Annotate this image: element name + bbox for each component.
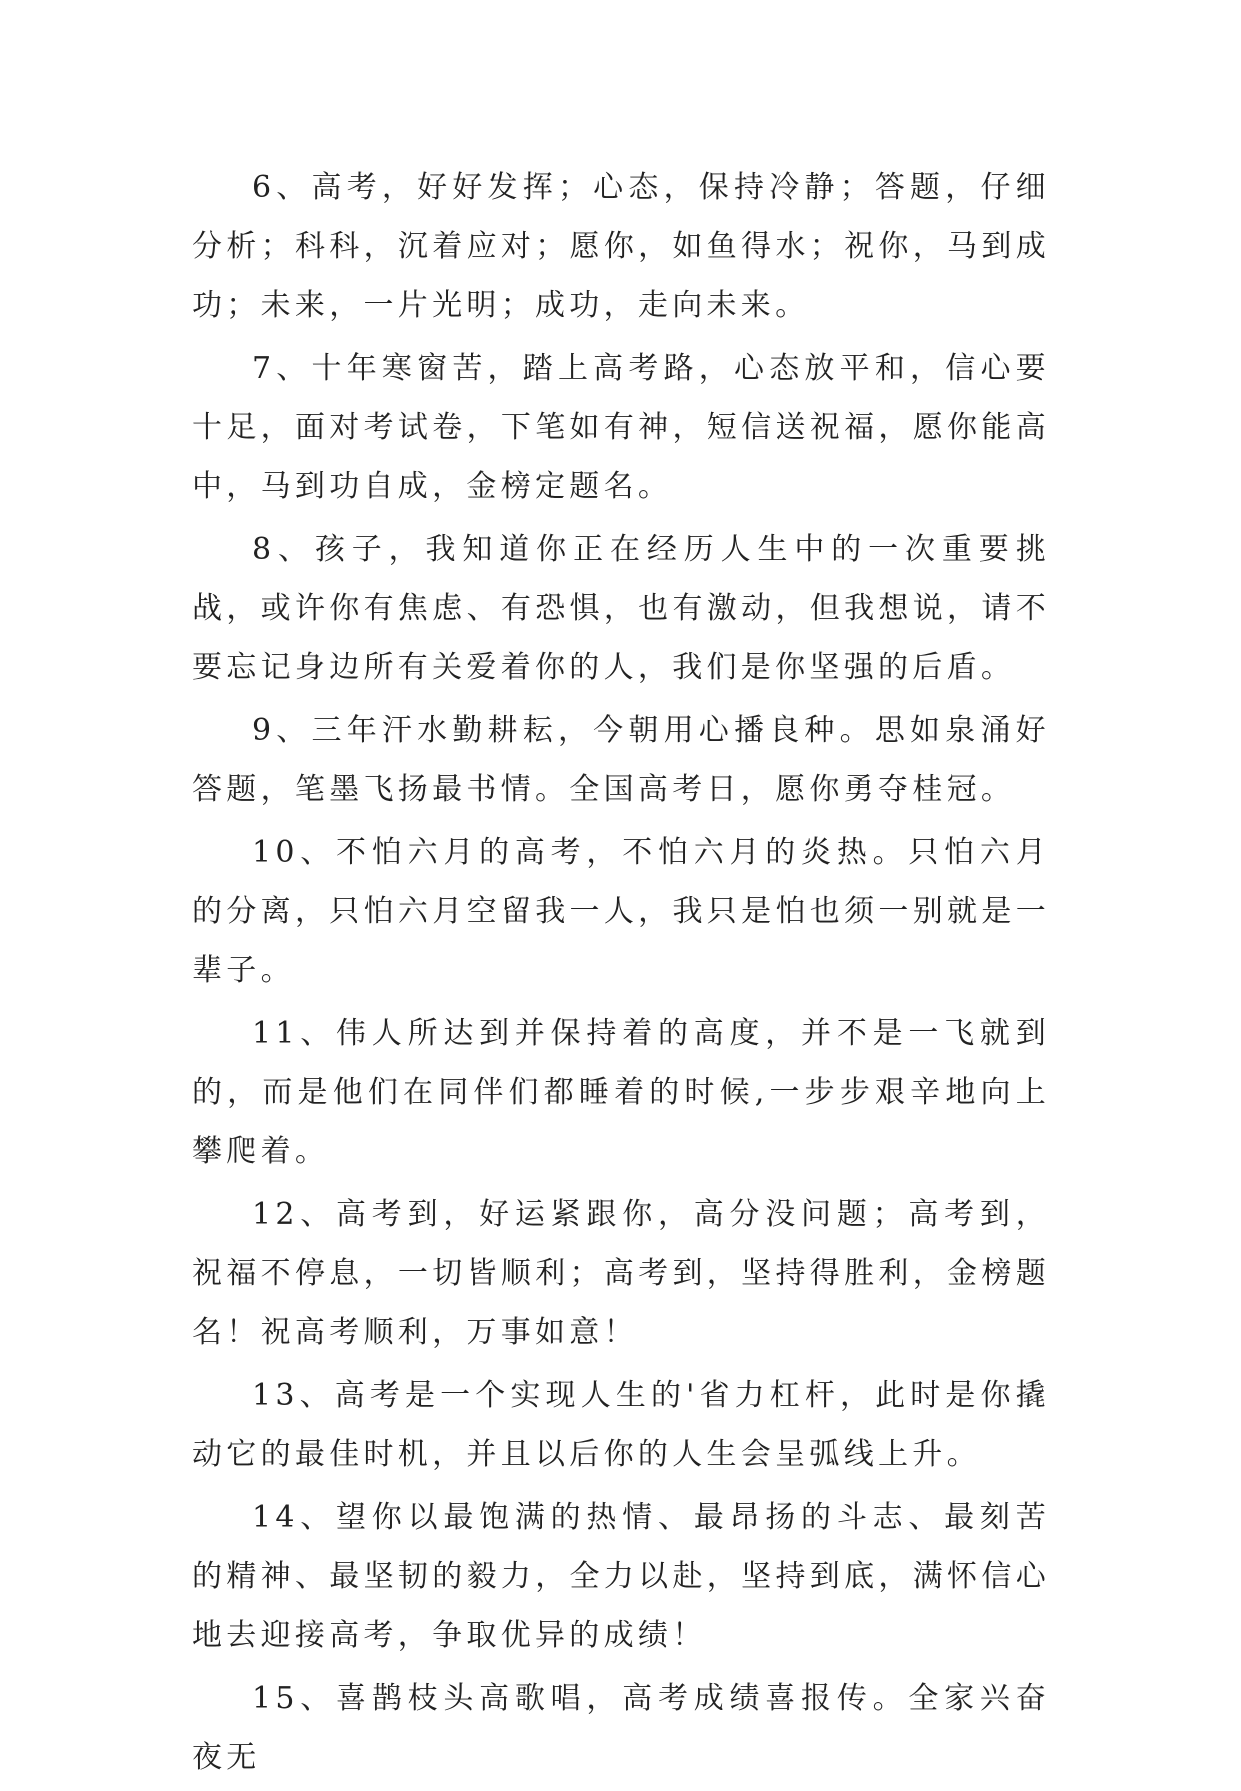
- paragraph-14: 14、望你以最饱满的热情、最昂扬的斗志、最刻苦的精神、最坚韧的毅力，全力以赴，坚持到底，满怀信心地去迎接高考，争取优异的成绩！: [192, 1500, 1050, 1653]
- paragraph-10: 10、不怕六月的高考，不怕六月的炎热。只怕六月的分离，只怕六月空留我一人，我只是怕也须一别就是一辈子。: [192, 835, 1050, 988]
- paragraph-12: 12、高考到，好运紧跟你，高分没问题；高考到，祝福不停息，一切皆顺利；高考到，坚持得胜利，金榜题名！祝高考顺利，万事如意！: [192, 1197, 1050, 1350]
- paragraph-7: 7、十年寒窗苦，踏上高考路，心态放平和，信心要十足，面对考试卷，下笔如有神，短信送祝福，愿你能高中，马到功自成，金榜定题名。: [192, 351, 1050, 504]
- paragraph-9: 9、三年汗水勤耕耘，今朝用心播良种。思如泉涌好答题，笔墨飞扬最书情。全国高考日，愿你勇夺桂冠。: [192, 713, 1050, 807]
- paragraph-8: 8、孩子，我知道你正在经历人生中的一次重要挑战，或许你有焦虑、有恐惧，也有激动，但我想说，请不要忘记身边所有关爱着你的人，我们是你坚强的后盾。: [192, 532, 1050, 685]
- paragraph-11: 11、伟人所达到并保持着的高度，并不是一飞就到的，而是他们在同伴们都睡着的时候,一步步艰辛地向上攀爬着。: [192, 1016, 1050, 1169]
- paragraph-6: 6、高考，好好发挥；心态，保持冷静；答题，仔细分析；科科，沉着应对；愿你，如鱼得水；祝你，马到成功；未来，一片光明；成功，走向未来。: [192, 170, 1050, 323]
- document-body: [192, 158, 1050, 1791]
- paragraph-15: 15、喜鹊枝头高歌唱，高考成绩喜报传。全家兴奋夜无: [192, 1681, 1050, 1775]
- paragraph-13: 13、高考是一个实现人生的'省力杠杆，此时是你撬动它的最佳时机，并且以后你的人生会呈弧线上升。: [192, 1378, 1050, 1472]
